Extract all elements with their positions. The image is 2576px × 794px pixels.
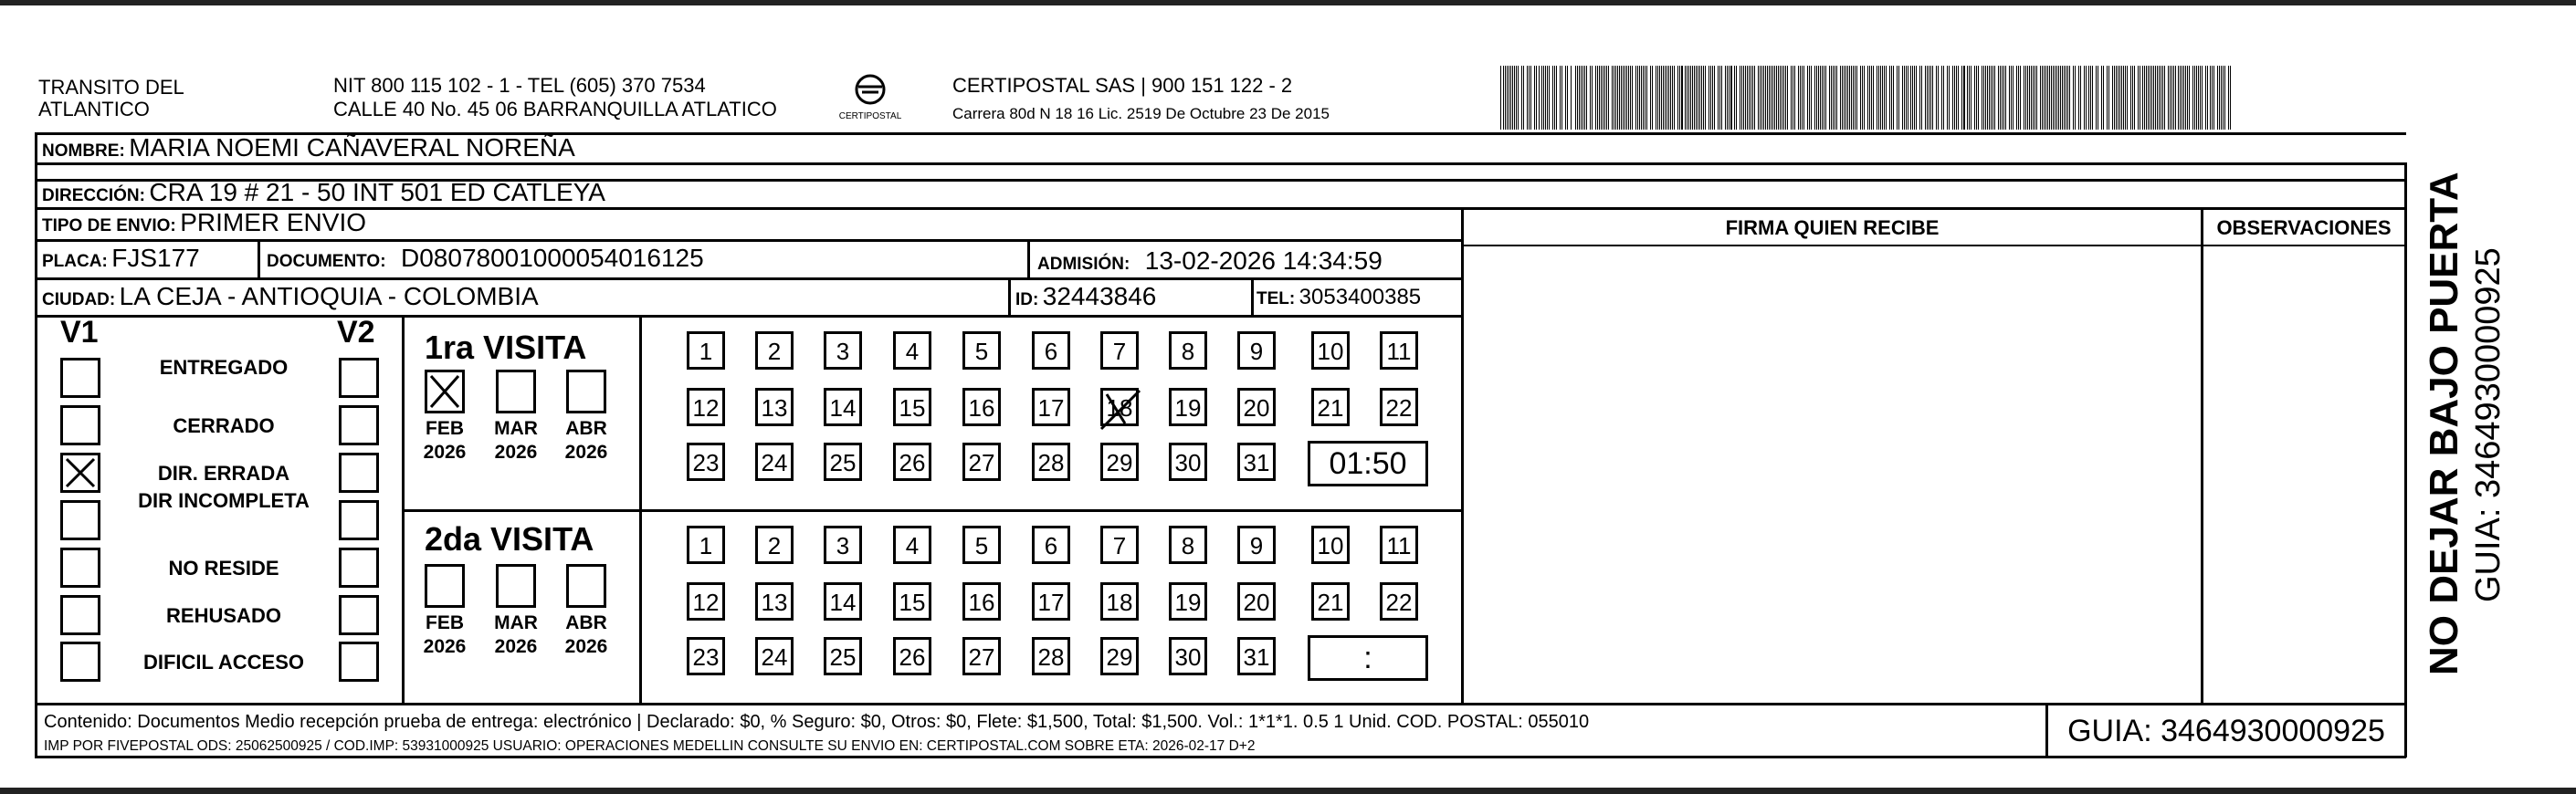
month-year: 2026 — [423, 636, 467, 657]
day-number: 14 — [829, 394, 857, 422]
second-month-label — [413, 611, 477, 659]
day-number: 21 — [1317, 589, 1344, 616]
col-obs-left — [2201, 207, 2203, 705]
contenido-line: Contenido: Documentos Medio recepción prueba de entrega: electrónico | Declarado: $0, % Seguro: $0, Otros: $0, Flete: $1,500, Total: $1,500. Vol.: 1*1*1. 0.5 1 Unid. COD. POSTAL: 055010 — [44, 712, 1590, 732]
day-number: 24 — [761, 449, 788, 476]
second-visit-label: 2da VISITA — [425, 520, 594, 558]
admision-divider — [1027, 242, 1030, 277]
first-day-box[interactable] — [1237, 388, 1276, 426]
second-day-box[interactable] — [824, 637, 862, 675]
nombre-value: MARIA NOEMI CAÑAVERAL NOREÑA — [129, 133, 575, 162]
second-day-box[interactable] — [1237, 582, 1276, 621]
first-day-box[interactable] — [1311, 388, 1350, 426]
day-number: 29 — [1106, 643, 1133, 671]
first-day-box[interactable] — [893, 388, 931, 426]
issuer-line-2: ATLANTICO — [38, 98, 150, 120]
day-number: 26 — [899, 643, 926, 671]
first-day-box[interactable] — [755, 443, 794, 481]
day-number: 29 — [1106, 449, 1133, 476]
second-day-box[interactable] — [1032, 526, 1070, 564]
month-name: ABR — [565, 612, 607, 633]
day-number: 31 — [1243, 449, 1270, 476]
day-number: 5 — [974, 532, 989, 559]
second-day-box[interactable] — [687, 637, 725, 675]
first-month-checkbox[interactable] — [425, 370, 465, 413]
day-number: 5 — [974, 338, 989, 365]
day-number: 2 — [767, 338, 782, 365]
month-year: 2026 — [564, 636, 608, 657]
second-month-label — [484, 611, 548, 659]
first-day-box[interactable] — [824, 388, 862, 426]
day-number: 1 — [699, 338, 713, 365]
second-day-box[interactable] — [962, 526, 1001, 564]
first-day-box[interactable] — [755, 331, 794, 370]
day-number: 13 — [761, 394, 788, 422]
second-day-box[interactable] — [1100, 582, 1139, 621]
first-visit-label: 1ra VISITA — [425, 329, 587, 366]
second-day-box[interactable] — [1032, 637, 1070, 675]
admision-value: 13-02-2026 14:34:59 — [1144, 246, 1383, 275]
first-day-box[interactable] — [962, 443, 1001, 481]
rule-3 — [35, 207, 2406, 210]
first-day-box[interactable] — [1032, 331, 1070, 370]
day-number: 9 — [1249, 532, 1264, 559]
nombre-row — [42, 133, 575, 162]
frame-right — [2404, 162, 2407, 757]
first-day-box[interactable] — [1169, 388, 1207, 426]
first-time-box[interactable] — [1308, 441, 1428, 486]
day-number: 22 — [1385, 589, 1413, 616]
day-number: 22 — [1385, 394, 1413, 422]
status-label: NO RESIDE — [168, 557, 279, 580]
issuer-line-1: TRANSITO DEL — [38, 76, 184, 99]
day-number: 26 — [899, 449, 926, 476]
month-year: 2026 — [494, 636, 538, 657]
day-number: 10 — [1317, 532, 1344, 559]
placa-divider — [258, 239, 260, 277]
first-time-value: 01:50 — [1329, 446, 1407, 481]
second-day-box[interactable] — [1311, 526, 1350, 564]
second-day-box[interactable] — [1169, 582, 1207, 621]
day-number: 16 — [968, 394, 995, 422]
ciudad-label: CIUDAD: — [42, 290, 116, 309]
month-name: ABR — [565, 418, 607, 439]
first-day-box[interactable] — [1311, 331, 1350, 370]
firma-label: FIRMA QUIEN RECIBE — [1725, 216, 1940, 239]
rule-footer — [35, 703, 2406, 705]
day-number: 9 — [1249, 338, 1264, 365]
second-day-box[interactable] — [687, 582, 725, 621]
second-day-box[interactable] — [1311, 582, 1350, 621]
first-day-box[interactable] — [893, 331, 931, 370]
tel-divider — [1251, 277, 1254, 315]
second-day-box[interactable] — [824, 582, 862, 621]
first-day-box[interactable] — [1237, 331, 1276, 370]
second-day-box[interactable] — [893, 582, 931, 621]
rule-5 — [35, 277, 1462, 280]
second-day-box[interactable] — [755, 526, 794, 564]
day-number: 3 — [836, 338, 850, 365]
second-day-box[interactable] — [1237, 637, 1276, 675]
frame-bottom — [35, 756, 2406, 758]
day-number: 12 — [692, 589, 720, 616]
documento-label: DOCUMENTO: — [267, 252, 386, 271]
day-number: 18 — [1106, 394, 1133, 422]
second-day-box[interactable] — [1100, 637, 1139, 675]
first-day-box[interactable] — [962, 331, 1001, 370]
firma-header-rule — [1461, 245, 2406, 246]
placa-value: FJS177 — [111, 244, 200, 272]
rule-1 — [35, 162, 2406, 165]
day-number: 31 — [1243, 643, 1270, 671]
first-day-box[interactable] — [687, 388, 725, 426]
frame-left — [35, 132, 37, 757]
day-number: 23 — [692, 449, 720, 476]
documento-value: D08078001000054016125 — [401, 244, 704, 272]
day-number: 23 — [692, 643, 720, 671]
tipo-row — [42, 208, 366, 237]
first-day-box[interactable] — [1100, 388, 1139, 426]
logo-text: CERTIPOSTAL — [838, 111, 902, 121]
no-dejar-text: NO DEJAR BAJO PUERTA — [2422, 172, 2466, 675]
first-day-box[interactable] — [687, 443, 725, 481]
second-day-box[interactable] — [1169, 637, 1207, 675]
day-number: 18 — [1106, 589, 1133, 616]
first-month-checkbox[interactable] — [496, 370, 536, 413]
day-number: 8 — [1181, 338, 1195, 365]
day-number: 24 — [761, 643, 788, 671]
first-day-box[interactable] — [1237, 443, 1276, 481]
direccion-row — [42, 178, 605, 207]
status-label: DIR INCOMPLETA — [138, 489, 310, 512]
first-day-box[interactable] — [824, 443, 862, 481]
second-day-box[interactable] — [1380, 582, 1418, 621]
first-month-checkbox[interactable] — [566, 370, 606, 413]
address-line: CALLE 40 No. 45 06 BARRANQUILLA ATLATICO — [333, 98, 777, 120]
imp-line: IMP POR FIVEPOSTAL ODS: 25062500925 / COD.IMP: 53931000925 USUARIO: OPERACIONES MEDELLIN CONSULTE SU ENVIO EN: CERTIPOSTAL.COM SOBRE ETA: 2026-02-17 D+2 — [44, 738, 1256, 754]
first-day-box[interactable] — [1032, 443, 1070, 481]
first-day-box[interactable] — [893, 443, 931, 481]
first-day-box[interactable] — [1380, 331, 1418, 370]
obs-label: OBSERVACIONES — [2216, 216, 2392, 239]
tel-value: 3053400385 — [1299, 285, 1422, 309]
day-number: 30 — [1174, 643, 1202, 671]
day-number: 16 — [968, 589, 995, 616]
day-number: 20 — [1243, 394, 1270, 422]
month-name: FEB — [426, 612, 464, 633]
status-label: ENTREGADO — [159, 356, 289, 379]
second-time-box[interactable] — [1308, 635, 1428, 681]
second-day-box[interactable] — [1032, 582, 1070, 621]
day-number: 7 — [1112, 532, 1127, 559]
day-number: 3 — [836, 532, 850, 559]
day-number: 25 — [829, 449, 857, 476]
second-day-box[interactable] — [893, 637, 931, 675]
day-number: 6 — [1044, 532, 1058, 559]
day-number: 11 — [1386, 338, 1412, 365]
second-day-box[interactable] — [962, 637, 1001, 675]
month-name: FEB — [426, 418, 464, 439]
placa-row — [42, 244, 200, 273]
day-number: 15 — [899, 589, 926, 616]
check-mark-icon — [1098, 383, 1145, 433]
second-month-label — [554, 611, 618, 659]
day-number: 25 — [829, 643, 857, 671]
second-day-box[interactable] — [893, 526, 931, 564]
second-day-box[interactable] — [962, 582, 1001, 621]
second-time-value: : — [1363, 641, 1372, 675]
day-number: 17 — [1037, 394, 1065, 422]
nombre-label: NOMBRE: — [42, 141, 125, 161]
first-day-box[interactable] — [1100, 443, 1139, 481]
status-label: REHUSADO — [166, 604, 281, 627]
license-line: Carrera 80d N 18 16 Lic. 2519 De Octubre 23 De 2015 — [952, 105, 1330, 122]
top-scan-border — [0, 0, 2576, 5]
check-mark-icon — [427, 372, 462, 411]
id-divider — [1008, 277, 1011, 315]
status-label: DIR. ERRADA — [157, 462, 290, 485]
first-day-box[interactable] — [687, 331, 725, 370]
day-number: 2 — [767, 532, 782, 559]
month-name: MAR — [494, 418, 538, 439]
admision-row — [1037, 246, 1383, 276]
first-day-box[interactable] — [962, 388, 1001, 426]
second-day-box[interactable] — [1380, 526, 1418, 564]
day-number: 28 — [1037, 643, 1065, 671]
day-number: 30 — [1174, 449, 1202, 476]
day-number: 11 — [1386, 532, 1412, 559]
day-number: 27 — [968, 449, 995, 476]
direccion-value: CRA 19 # 21 - 50 INT 501 ED CATLEYA — [149, 178, 605, 206]
day-number: 12 — [692, 394, 720, 422]
day-number: 14 — [829, 589, 857, 616]
day-number: 21 — [1317, 394, 1344, 422]
day-number: 4 — [905, 532, 920, 559]
documento-row — [267, 244, 704, 273]
id-value: 32443846 — [1042, 282, 1157, 310]
day-number: 10 — [1317, 338, 1344, 365]
nit-line: NIT 800 115 102 - 1 - TEL (605) 370 7534 — [333, 74, 706, 97]
first-day-box[interactable] — [755, 388, 794, 426]
id-label: ID: — [1015, 290, 1039, 309]
day-number: 28 — [1037, 449, 1065, 476]
ciudad-value: LA CEJA - ANTIOQUIA - COLOMBIA — [119, 282, 539, 310]
rule-4 — [35, 239, 1462, 242]
barcode — [1500, 66, 2231, 130]
first-day-box[interactable] — [1169, 331, 1207, 370]
tipo-label: TIPO DE ENVIO: — [42, 216, 176, 235]
month-year: 2026 — [564, 442, 608, 463]
guia-box: GUIA: 3464930000925 — [2067, 714, 2385, 748]
admision-label: ADMISIÓN: — [1037, 255, 1130, 274]
month-name: MAR — [494, 612, 538, 633]
second-month-checkbox[interactable] — [496, 564, 536, 608]
guia-vertical-text: GUIA: 3464930000925 — [2469, 247, 2508, 602]
v1-label: V1 — [60, 315, 99, 350]
direccion-label: DIRECCIÓN: — [42, 186, 145, 205]
status-label: CERRADO — [173, 414, 275, 437]
first-day-box[interactable] — [1100, 331, 1139, 370]
company-logo — [838, 71, 902, 126]
second-day-box[interactable] — [755, 582, 794, 621]
day-number: 13 — [761, 589, 788, 616]
first-day-box[interactable] — [1169, 443, 1207, 481]
first-day-box[interactable] — [1380, 388, 1418, 426]
day-number: 20 — [1243, 589, 1270, 616]
tel-label: TEL: — [1256, 289, 1296, 308]
first-month-label — [484, 417, 548, 465]
first-day-box[interactable] — [824, 331, 862, 370]
visit-split-rule — [402, 509, 1461, 512]
month-year: 2026 — [494, 442, 538, 463]
status-label: DIFICIL ACCESO — [142, 651, 304, 674]
rule-6 — [35, 315, 1462, 318]
second-day-box[interactable] — [1169, 526, 1207, 564]
first-day-box[interactable] — [1032, 388, 1070, 426]
day-number: 17 — [1037, 589, 1065, 616]
day-number: 27 — [968, 643, 995, 671]
day-number: 15 — [899, 394, 926, 422]
tipo-value: PRIMER ENVIO — [180, 208, 367, 236]
tel-row — [1256, 285, 1421, 310]
day-number: 19 — [1174, 394, 1202, 422]
day-number: 6 — [1044, 338, 1058, 365]
day-number: 7 — [1112, 338, 1127, 365]
day-number: 8 — [1181, 532, 1195, 559]
second-day-box[interactable] — [687, 526, 725, 564]
second-day-box[interactable] — [1100, 526, 1139, 564]
first-month-label — [554, 417, 618, 465]
bottom-scan-border — [0, 788, 2576, 794]
second-month-checkbox[interactable] — [425, 564, 465, 608]
month-year: 2026 — [423, 442, 467, 463]
company-line: CERTIPOSTAL SAS | 900 151 122 - 2 — [952, 74, 1293, 97]
day-number: 4 — [905, 338, 920, 365]
second-day-box[interactable] — [755, 637, 794, 675]
col-firma-left — [1461, 207, 1464, 705]
first-month-label — [413, 417, 477, 465]
ciudad-row — [42, 282, 539, 311]
day-number: 19 — [1174, 589, 1202, 616]
placa-label: PLACA: — [42, 252, 108, 271]
second-month-checkbox[interactable] — [566, 564, 606, 608]
v2-label: V2 — [337, 315, 375, 350]
day-number: 1 — [699, 532, 713, 559]
second-day-box[interactable] — [1237, 526, 1276, 564]
second-day-box[interactable] — [824, 526, 862, 564]
id-row — [1015, 282, 1156, 311]
